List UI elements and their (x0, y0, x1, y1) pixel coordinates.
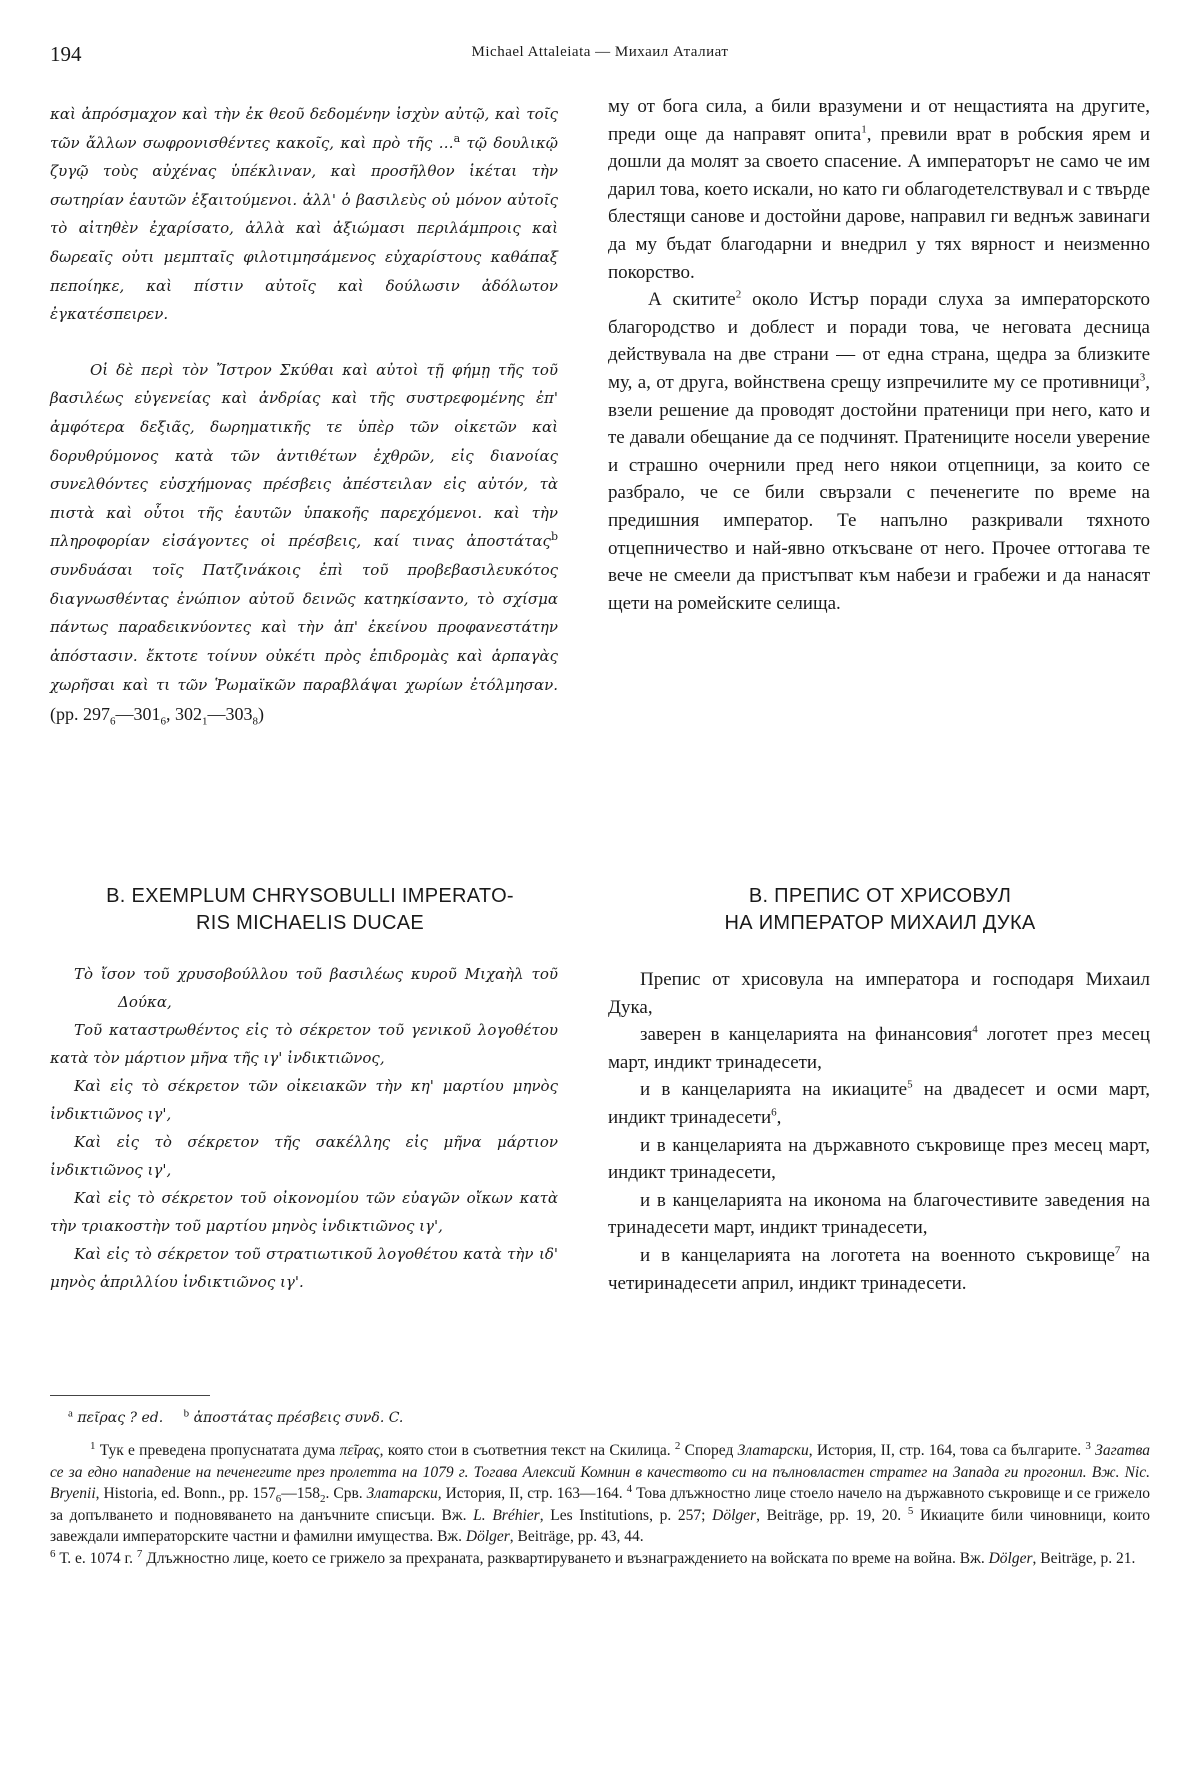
translator-notes (50, 1440, 1150, 1569)
bg-text: , (776, 1106, 782, 1128)
greek-paragraph-2 (50, 356, 558, 730)
apparatus-label: b (183, 1407, 190, 1420)
note-text: πεῖρας (339, 1442, 380, 1459)
note-marker-3: 3 (1139, 371, 1146, 384)
greek-text: συνδυάσαι τοῖς Πατζινάκοις ἐπὶ τοῦ προβεβασιλευκότος διαγνωσθέντας ἐνώπιον αὐτοῦ δεινῶς κατηκίσαντο, τὸ σχίσμα πάντως παραδεικνύοντες καὶ τὴν ἀπ' ἐκείνου προφανεστάτην ἀπόστασιν. ἔκτοτε τοίνυν οὐκέτι πρὸς ἐπιδρομὰς καὶ ἁρπαγὰς χωρῆσαι καὶ τι τῶν Ῥωμαϊκῶν παραβλάψαι χωρίων ἐτόλμησαν. (50, 560, 558, 695)
note-text: Икиаците били чиновници, които завеждали императорските частни и фамилни имущества. Вж. (50, 1506, 1150, 1545)
ref-text: , 302 (166, 703, 202, 724)
note-number: 6 (50, 1547, 56, 1560)
notes-paragraph (50, 1440, 1150, 1548)
note-text: L. Bréhier (473, 1506, 540, 1524)
ref-sub: 8 (252, 715, 258, 728)
note-number: 7 (136, 1547, 143, 1560)
bulgarian-paragraph-1 (608, 93, 1150, 286)
bg-text: А скитите (648, 289, 736, 311)
chrysobull-greek (50, 960, 558, 1296)
note-text: , Beiträge, p. 21. (1032, 1549, 1136, 1567)
note-marker-5: 5 (907, 1079, 913, 1092)
chrysobull-line: Τὸ ἴσον τοῦ χρυσοβούλλου τοῦ βασιλέως κυροῦ Μιχαὴλ τοῦ Δούκα, (74, 965, 558, 1011)
bg-text: , взели решение да проводят достойни пратеници при него, като и те давали обещание да се подчинят. Пратениците носели уверение и страшно очернили пред него някои отцепници, за които се разбрало, че се били свързали с печенегите по време на предишния император. Те напълно разкривали тяхното отцепничество и най-явно откъсване от него. Прочее оттогава те вече не смеели да пристъпват към набези и грабежи и да нанасят щети на ромейските селища. (608, 371, 1150, 614)
footnote-marker-b: b (550, 530, 558, 544)
apparatus-text: ἀποστάτας πρέσβεις συνδ. C. (189, 1410, 404, 1426)
bulgarian-text-column (608, 93, 1150, 617)
section-title-line: B. EXEMPLUM CHRYSOBULLI IMPERATO- (106, 885, 514, 907)
note-text: , История, II, стр. 163—164. (437, 1485, 627, 1502)
chrysobull-line: Τοῦ καταστρωθέντος εἰς τὸ σέκρετον τοῦ γενικοῦ λογοθέτου κατὰ τὸν μάρτιον μῆνα τῆς ιγ' ἰνδικτιῶνος, (50, 1021, 558, 1067)
greek-apparatus (50, 1407, 404, 1426)
bg-text: , превили врат в робския ярем и дошли да молят за своето спасение. А императорът не само че им дарил това, което искали, но като ги облагодетелствувал и с твърде блестящи санове и достойни дарове, направил ги веднъж завинаги да му бъдат благодарни и внедрил у тях вярност и неизменно покорство. (608, 123, 1150, 283)
note-text: , Historia, ed. Bonn., pp. 157 (95, 1485, 276, 1502)
chrysobull-line: Καὶ εἰς τὸ σέκρετον τοῦ στρατιωτικοῦ λογοθέτου κατὰ τὴν ιδ' μηνὸς ἀπριλλίου ἰνδικτιῶνος ιγ'. (50, 1245, 558, 1291)
note-text: , Beiträge, pp. 19, 20. (756, 1506, 908, 1524)
notes-paragraph (50, 1548, 1150, 1570)
chrysobull-line: Καὶ εἰς τὸ σέκρετον τῆς σακέλλης εἰς μῆνα μάρτιον ἰνδικτιῶνος ιγ', (50, 1133, 558, 1179)
greek-text: καὶ ἀπρόσμαχον καὶ τὴν ἐκ θεοῦ δεδομένην ἰσχὺν αὐτῷ, καὶ τοῖς τῶν ἄλλων σωφρονισθέντες κακοῖς, καὶ πρὸ τῆς … (50, 105, 558, 152)
bg-text: логотет през месец март, индикт тринадесети, (608, 1024, 1151, 1073)
note-text: , Les Institutions, p. 257; (539, 1506, 713, 1524)
chrysobull-line (608, 1076, 1150, 1131)
bg-text: на четиринадесети април, индикт тринадесети. (608, 1244, 1150, 1294)
note-text: Златарски (737, 1442, 809, 1459)
chrysobull-line: Καὶ εἰς τὸ σέκρετον τοῦ οἰκονομίου τῶν εὐαγῶν οἴκων κατὰ τὴν τριακοστὴν τοῦ μαρτίου μηνὸς ἰνδικτιῶνος ιγ', (50, 1189, 558, 1235)
bg-text: и в канцеларията на логотета на военното съкровище (640, 1244, 1115, 1266)
note-text: Dölger (465, 1528, 510, 1545)
ref-text: ) (258, 703, 264, 724)
chrysobull-bulgarian (608, 966, 1150, 1297)
note-number: 2 (674, 1439, 681, 1452)
ref-text: (pp. 297 (50, 703, 110, 724)
chrysobull-line: и в канцеларията на държавното съкровище през месец март, индикт тринадесети, (608, 1134, 1150, 1184)
ref-sub: 1 (202, 715, 208, 728)
note-text: Т. е. 1074 г. (55, 1549, 137, 1567)
note-text: Nic. Bryenii (50, 1463, 1150, 1502)
note-sub: 2 (320, 1493, 326, 1506)
note-marker-1: 1 (861, 123, 867, 136)
section-title-line: RIS MICHAELIS DUCAE (196, 912, 424, 934)
note-marker-6: 6 (771, 1106, 777, 1119)
chrysobull-line: и в канцеларията на иконома на благочестивите заведения на тринадесети март, индикт тринадесети, (608, 1189, 1150, 1239)
bg-text: около Истър поради слуха за императорското благородство и доблест и поради това, че неговата десница действувала на две страни — от една страна, щедра за близките му, а, от друга, войнствена срещу изпречилите му се противници (608, 289, 1150, 393)
note-text: . Срв. (325, 1485, 367, 1502)
note-marker-7: 7 (1114, 1244, 1121, 1257)
running-title: Michael Attaleiata — Михаил Аталиат (471, 44, 729, 60)
note-marker-4: 4 (972, 1023, 978, 1036)
section-title-line: НА ИМПЕРАТОР МИХАИЛ ДУКА (724, 912, 1036, 934)
chrysobull-line: Препис от хрисовула на императора и господаря Михаил Дука, (608, 969, 1150, 1018)
apparatus-label: a (68, 1407, 73, 1420)
note-text: —158 (281, 1485, 320, 1502)
chrysobull-line (608, 1021, 1150, 1076)
greek-text: Οἱ δὲ περὶ τὸν Ἴστρον Σκύθαι καὶ αὐτοὶ τῇ φήμῃ τῆς τοῦ βασιλέως εὐγενείας καὶ ἀνδρίας καὶ τῆς συστρεφομένης ἐπ' ἀμφότερα δεξιᾶς, δωρηματικῆς τε ὑπὲρ τῶν οἰκετῶν καὶ δορυθρύμονος κατὰ τῶν ἀντιθέτων ἐχθρῶν, εἰς διανοίας συνελθόντες εὐσχήμονας πρέσβεις ἀπέστειλαν εἰς αὐτόν, τὰ πιστὰ καὶ οὗτοι τῆς ἑαυτῶν ὑπακοῆς παρεχόμενοι. καὶ τὴν πληροφορίαν εἰσάγοντες οἱ πρέσβεις, καί τινας ἀποστάτας (50, 360, 558, 551)
section-title-bulgarian (610, 883, 1150, 937)
page-reference (50, 703, 264, 728)
ref-text: —301 (115, 703, 161, 724)
bg-text: заверен в канцеларията на финансовия (640, 1024, 973, 1046)
note-number: 4 (626, 1482, 633, 1495)
note-text: Длъжностно лице, което се грижело за прехраната, разквартируването и възнаграждението на войската по време на война. Вж. (142, 1549, 989, 1567)
note-text: Според (680, 1442, 738, 1459)
note-number: 5 (907, 1504, 914, 1517)
ref-text: —303 (207, 703, 253, 724)
bg-text: и в канцеларията на икиаците (640, 1079, 908, 1101)
bulgarian-paragraph-2 (608, 286, 1150, 617)
greek-text: τῷ δουλικῷ ζυγῷ τοὺς αὐχένας ὑπέκλιναν, καὶ προσῆλθον ἱκέται τὴν σωτηρίαν ἑαυτῶν ἐξαιτούμενοι. ἀλλ' ὁ βασιλεὺς οὐ μόνον αὐτοῖς τὸ αἰτηθὲν ἐχαρίσατο, ἀλλὰ καὶ ἀξιώμασι περιλάμπροις καὶ δωρεαῖς οὐτι μεμπταῖς φιλοτιμησάμενος εὐχαρίστους καθάπαξ πεποίηκε, καὶ πίστιν αὐτοῖς καὶ δούλωσιν ἀδόλωτον ἐγκατέσπειρεν. (50, 133, 559, 324)
note-text: , която стои в съответния текст на Скилица. (379, 1442, 675, 1459)
section-title-line: В. ПРЕПИС ОТ ХРИСОВУЛ (748, 885, 1012, 907)
note-number: 3 (1085, 1439, 1091, 1452)
section-title-latin (40, 883, 580, 937)
greek-text-column (50, 100, 558, 729)
note-text: Тук е преведена пропуснатата дума (95, 1442, 340, 1459)
note-text: Това длъжностно лице стоело начело на държавното съкровище и се грижело за допълването и подновяването на данъчните списъци. Вж. (50, 1485, 1150, 1524)
note-number: 1 (90, 1439, 96, 1452)
chrysobull-line: Καὶ εἰς τὸ σέκρετον τῶν οἰκειακῶν τὴν κη' μαρτίου μηνὸς ἰνδικτιῶνος ιγ', (50, 1077, 558, 1123)
bg-text: му от бога сила, а били вразумени и от нещастията на другите, преди още да направят опита (608, 96, 1150, 145)
note-text: Златарски (366, 1485, 438, 1502)
note-marker-2: 2 (735, 288, 742, 301)
note-text: Dölger (988, 1549, 1033, 1567)
note-text: , История, II, стр. 164, това са българите. (808, 1442, 1086, 1459)
note-text: Dölger (712, 1506, 757, 1524)
page-header (50, 42, 1150, 70)
ref-sub: 6 (110, 715, 116, 728)
note-sub: 6 (275, 1493, 282, 1506)
note-text: , Beiträge, pp. 43, 44. (509, 1528, 644, 1545)
bg-text: на двадесет и осми март, индикт тринадесети (608, 1079, 1150, 1128)
footnote-marker-a: a (453, 131, 461, 145)
greek-paragraph-1 (50, 100, 558, 329)
ref-sub: 6 (160, 715, 166, 728)
note-text: Загатва се за едно нападение на печенегите през пролетта на 1079 г. Тогава Алексий Комнин в качеството си на пълновластен стратег на Запада ги прогонил. Вж. (50, 1442, 1150, 1481)
apparatus-text: πεῖρας ? ed. (72, 1410, 164, 1426)
chrysobull-line (608, 1242, 1150, 1297)
page-number: 194 (50, 42, 82, 66)
footnote-rule (50, 1395, 210, 1396)
